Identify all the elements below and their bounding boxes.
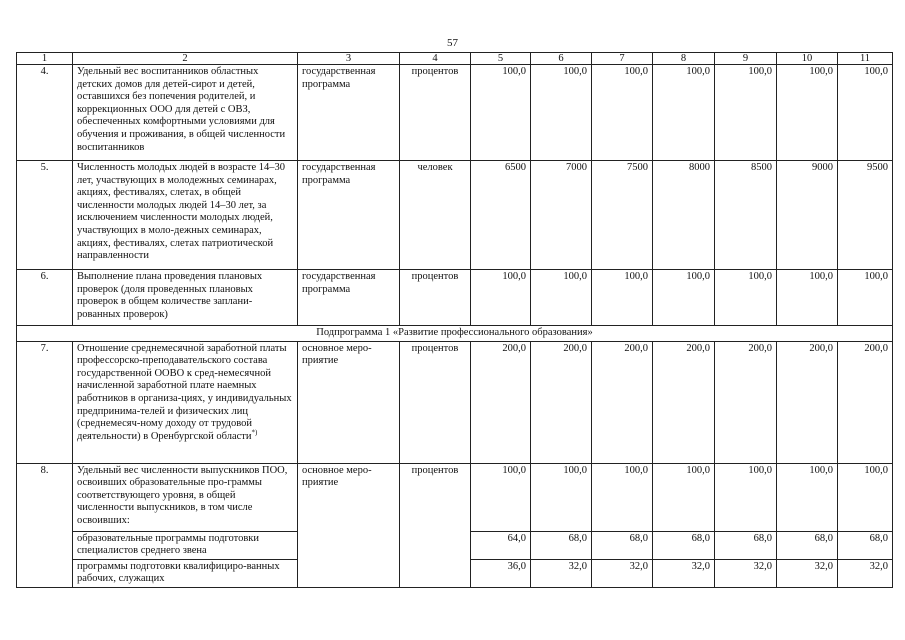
value-cell: 32,0 [531, 559, 592, 587]
table-row [17, 463, 893, 531]
value-cell: 32,0 [592, 559, 653, 587]
indicator-type: основное меро-приятие [298, 341, 400, 463]
value-cell: 200,0 [715, 341, 777, 463]
value-cell: 100,0 [653, 65, 715, 161]
table-row [17, 65, 893, 161]
header-cell: 4 [400, 53, 471, 65]
header-row [17, 53, 893, 65]
value-cell: 100,0 [471, 65, 531, 161]
value-cell: 100,0 [531, 270, 592, 326]
indicator-name: Выполнение плана проведения плановых проверок (доля проведенных плановых проверок в общем количестве заплани-рованных проверок) [73, 270, 298, 326]
header-cell: 11 [838, 53, 893, 65]
value-cell: 100,0 [715, 270, 777, 326]
value-cell: 100,0 [777, 463, 838, 531]
value-cell: 100,0 [838, 65, 893, 161]
value-cell: 100,0 [531, 463, 592, 531]
row-number: 6. [17, 270, 73, 326]
subprogram-title: Подпрограмма 1 «Развитие профессионального образования» [17, 326, 893, 342]
value-cell: 100,0 [531, 65, 592, 161]
value-cell: 9000 [777, 161, 838, 270]
value-cell: 100,0 [838, 463, 893, 531]
indicator-unit: процентов [400, 463, 471, 587]
table-row [17, 270, 893, 326]
page-number: 57 [447, 37, 458, 49]
value-cell: 36,0 [471, 559, 531, 587]
header-cell: 9 [715, 53, 777, 65]
value-cell: 68,0 [838, 531, 893, 559]
value-cell: 7500 [592, 161, 653, 270]
value-cell: 100,0 [653, 270, 715, 326]
header-cell: 8 [653, 53, 715, 65]
value-cell: 9500 [838, 161, 893, 270]
header-cell: 1 [17, 53, 73, 65]
value-cell: 32,0 [653, 559, 715, 587]
value-cell: 7000 [531, 161, 592, 270]
value-cell: 100,0 [471, 463, 531, 531]
value-cell: 100,0 [715, 65, 777, 161]
value-cell: 8500 [715, 161, 777, 270]
value-cell: 64,0 [471, 531, 531, 559]
value-cell: 68,0 [777, 531, 838, 559]
value-cell: 68,0 [592, 531, 653, 559]
header-cell: 2 [73, 53, 298, 65]
value-cell: 100,0 [777, 65, 838, 161]
value-cell: 100,0 [592, 65, 653, 161]
table-row [17, 161, 893, 270]
header-cell: 6 [531, 53, 592, 65]
value-cell: 100,0 [838, 270, 893, 326]
header-cell: 7 [592, 53, 653, 65]
value-cell: 6500 [471, 161, 531, 270]
header-cell: 5 [471, 53, 531, 65]
value-cell: 200,0 [531, 341, 592, 463]
indicator-unit: процентов [400, 270, 471, 326]
header-cell: 3 [298, 53, 400, 65]
value-cell: 100,0 [777, 270, 838, 326]
subprogram-row [17, 326, 893, 342]
row-number: 4. [17, 65, 73, 161]
footnote-mark: *) [251, 428, 258, 437]
value-cell: 32,0 [777, 559, 838, 587]
indicator-name: Удельный вес численности выпускников ПОО, освоивших образовательные про-граммы соответствующего уровня, в общей численности выпускников, в том числе освоивших: [73, 463, 298, 531]
value-cell: 68,0 [531, 531, 592, 559]
value-cell: 68,0 [653, 531, 715, 559]
value-cell: 68,0 [715, 531, 777, 559]
value-cell: 200,0 [777, 341, 838, 463]
sub-indicator-name: программы подготовки квалифициро-ванных рабочих, служащих [73, 559, 298, 587]
indicator-type: основное меро-приятие [298, 463, 400, 587]
indicator-name-text: Отношение среднемесячной заработной платы профессорско-преподавательского состава государственной ООВО к сред-немесячной начисленной заработной плате наемных работников в организа-циях, у индивидуальных предпринима-телей и физических лиц (среднемесяч-ному доходу от трудовой деятельности) в Оренбургской области [77, 342, 292, 442]
table-row [17, 341, 893, 463]
value-cell: 100,0 [592, 463, 653, 531]
indicator-unit: процентов [400, 65, 471, 161]
indicator-unit: человек [400, 161, 471, 270]
indicator-name: Удельный вес воспитанников областных детских домов для детей-сирот и детей, оставшихся без попечения родителей, и коррекционных ООО для детей с ОВЗ, обеспеченных комфортными условиями для обучения и проживания, в общей численности воспитанников [73, 65, 298, 161]
value-cell: 32,0 [715, 559, 777, 587]
sub-indicator-name: образовательные программы подготовки специалистов среднего звена [73, 531, 298, 559]
value-cell: 200,0 [592, 341, 653, 463]
row-number: 7. [17, 341, 73, 463]
value-cell: 200,0 [471, 341, 531, 463]
row-number: 5. [17, 161, 73, 270]
indicator-unit: процентов [400, 341, 471, 463]
indicator-type: государственная программа [298, 270, 400, 326]
row-number: 8. [17, 463, 73, 587]
indicators-table [16, 52, 893, 588]
value-cell: 32,0 [838, 559, 893, 587]
indicator-name: Численность молодых людей в возрасте 14–30 лет, участвующих в молодежных семинарах, акциях, фестивалях, слетах, в общей численности молодых людей 14–30 лет, за исключением численности молодых людей, участвующих в моло-дежных семинарах, акциях, фестивалях, слетах патриотической направленности [73, 161, 298, 270]
value-cell: 200,0 [838, 341, 893, 463]
indicator-type: государственная программа [298, 161, 400, 270]
value-cell: 100,0 [715, 463, 777, 531]
value-cell: 100,0 [653, 463, 715, 531]
header-cell: 10 [777, 53, 838, 65]
value-cell: 200,0 [653, 341, 715, 463]
value-cell: 100,0 [471, 270, 531, 326]
indicator-name [73, 341, 298, 463]
indicator-type: государственная программа [298, 65, 400, 161]
value-cell: 100,0 [592, 270, 653, 326]
value-cell: 8000 [653, 161, 715, 270]
